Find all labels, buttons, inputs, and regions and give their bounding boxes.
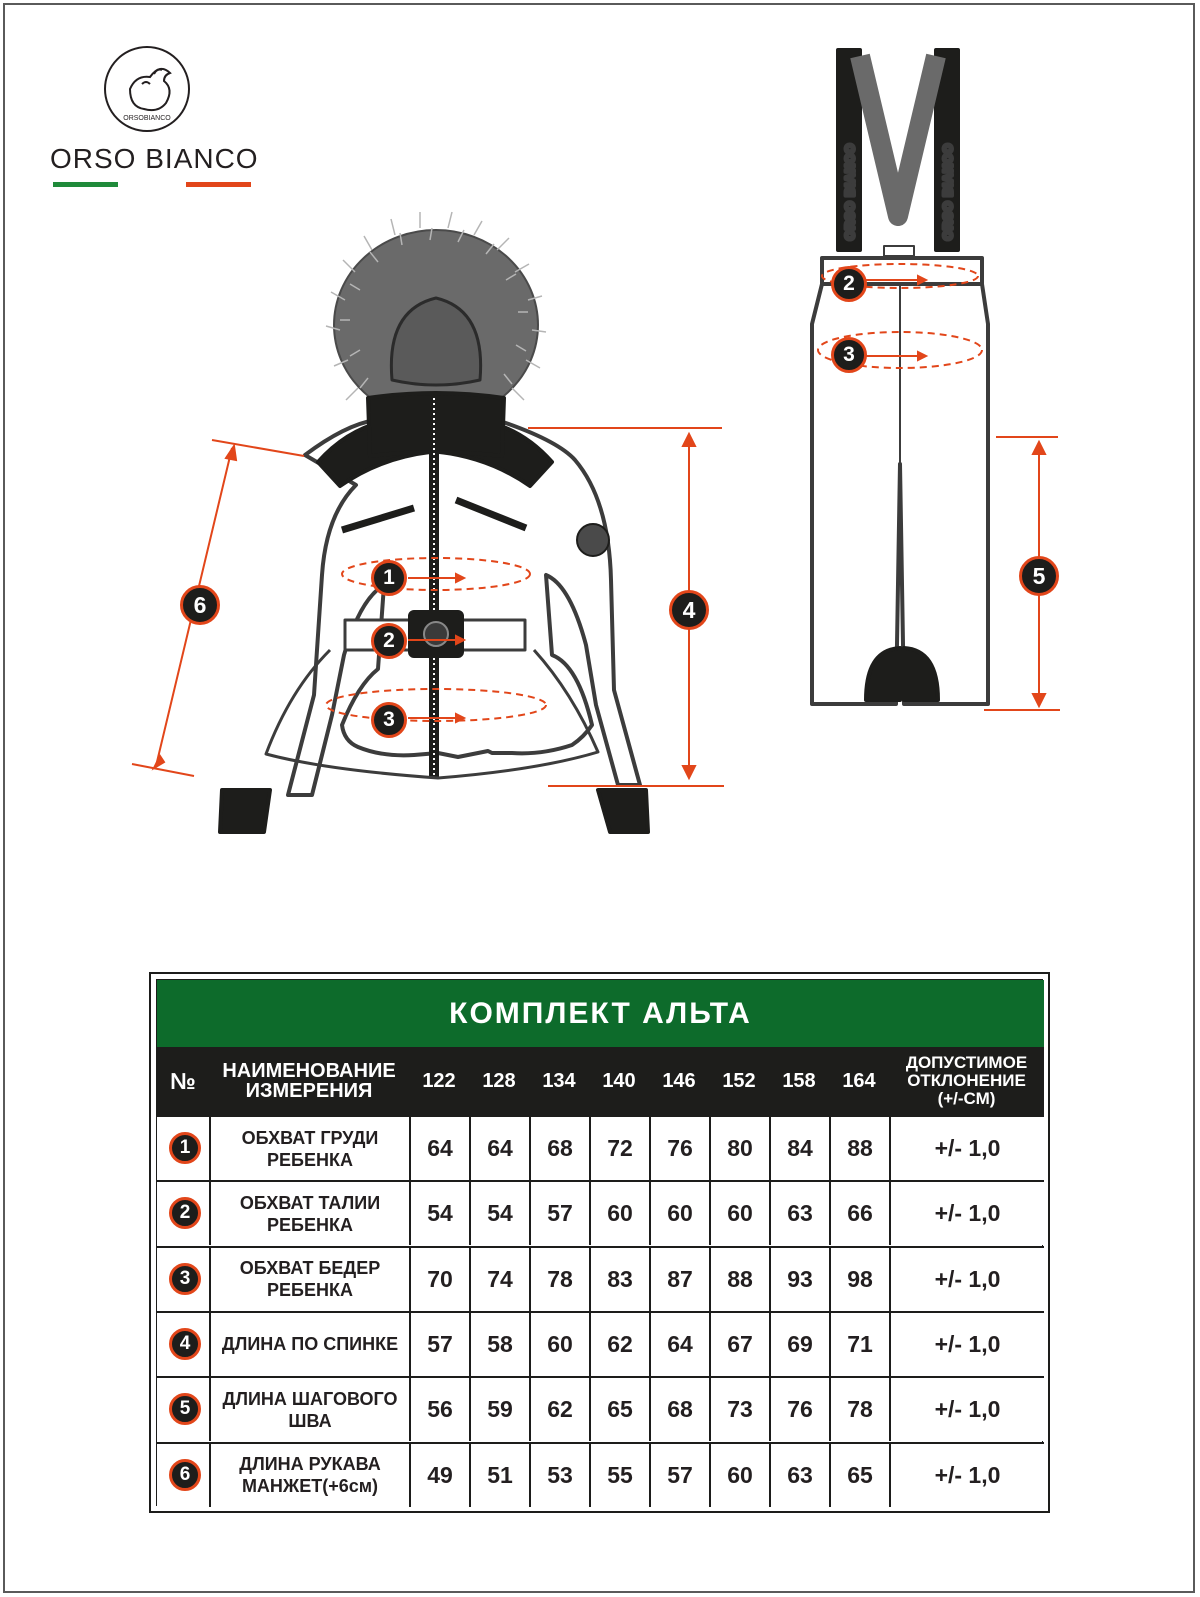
size-value-cell: 57 [547, 1200, 573, 1227]
size-value-cell: 98 [847, 1265, 873, 1292]
size-value-cell: 83 [607, 1265, 633, 1292]
marker-jacket-2: 2 [371, 623, 407, 659]
size-value-cell: 53 [547, 1461, 573, 1488]
size-value-cell: 87 [667, 1265, 693, 1292]
marker-jacket-3: 3 [371, 702, 407, 738]
size-value-cell: 58 [487, 1330, 513, 1357]
header-size-140: 140 [602, 1069, 636, 1092]
size-value-cell: 63 [787, 1200, 813, 1227]
size-value-cell: 60 [607, 1200, 633, 1227]
size-value-cell: 65 [607, 1396, 633, 1423]
size-value-cell: 80 [727, 1135, 753, 1161]
measurement-name [211, 1248, 409, 1311]
size-value-cell: 88 [847, 1135, 873, 1161]
size-value-cell: 69 [787, 1330, 813, 1357]
table-row [157, 1115, 1044, 1180]
measurement-name [211, 1117, 409, 1180]
measurement-name [211, 1313, 409, 1376]
tolerance-cell: +/- 1,0 [934, 1200, 1001, 1227]
table-title: КОМПЛЕКТ АЛЬТА [157, 980, 1044, 1047]
header-size-146: 146 [662, 1069, 696, 1092]
size-value-cell: 71 [847, 1330, 873, 1357]
size-value-cell: 62 [607, 1330, 633, 1357]
table-header-row [157, 1047, 1044, 1115]
size-value-cell: 72 [607, 1135, 633, 1161]
header-size-158: 158 [782, 1069, 816, 1092]
size-value-cell: 74 [487, 1265, 513, 1292]
size-value-cell: 49 [427, 1461, 453, 1488]
header-name-line1: НАИМЕНОВАНИЕ [222, 1060, 396, 1082]
size-value-cell: 64 [667, 1330, 693, 1357]
row-number-marker: 6 [169, 1459, 201, 1491]
header-tol-line1: ДОПУСТИМОЕ [905, 1053, 1028, 1072]
table-row [157, 1180, 1044, 1245]
size-value-cell: 63 [787, 1461, 813, 1488]
size-table-inner [156, 979, 1043, 1506]
marker-jacket-4: 4 [669, 590, 709, 630]
size-value-cell: 54 [487, 1200, 513, 1227]
brand-name: ORSO BIANCO [50, 143, 259, 174]
size-value-cell: 60 [667, 1200, 693, 1227]
size-value-cell: 76 [667, 1135, 693, 1161]
size-value-cell: 60 [727, 1200, 753, 1227]
table-row [157, 1311, 1044, 1376]
measurement-name-line2: РЕБЕНКА [267, 1280, 353, 1301]
suspenders [838, 50, 958, 256]
size-value-cell: 64 [427, 1135, 453, 1161]
size-value-cell: 78 [547, 1265, 573, 1292]
header-size-152: 152 [722, 1069, 756, 1092]
header-size-128: 128 [482, 1069, 516, 1092]
svg-text:ORSO BIANCO: ORSO BIANCO [941, 142, 955, 240]
header-num: № [170, 1067, 196, 1094]
measurement-name-line1: ОБХВАТ ТАЛИИ [239, 1192, 381, 1213]
measurement-name-line2: РЕБЕНКА [267, 1214, 353, 1235]
measurement-name [211, 1444, 409, 1507]
size-value-cell: 70 [427, 1265, 453, 1292]
svg-text:ORSO BIANCO: ORSO BIANCO [843, 142, 857, 240]
size-value-cell: 66 [847, 1200, 873, 1227]
header-tol-line2: ОТКЛОНЕНИЕ [907, 1071, 1026, 1090]
size-value-cell: 65 [847, 1461, 873, 1488]
size-value-cell: 73 [727, 1396, 753, 1423]
size-value-cell: 59 [487, 1396, 513, 1423]
marker-jacket-1: 1 [371, 560, 407, 596]
size-value-cell: 60 [727, 1461, 753, 1488]
row-number-marker: 1 [169, 1132, 201, 1164]
table-row [157, 1376, 1044, 1441]
pants-drawing [812, 50, 988, 704]
table-row [157, 1442, 1044, 1507]
size-value-cell: 76 [787, 1396, 813, 1423]
size-value-cell: 60 [547, 1330, 573, 1357]
row-number-marker: 4 [169, 1328, 201, 1360]
header-name [209, 1047, 409, 1115]
marker-pants-2: 2 [831, 266, 867, 302]
measurement-name-line1: ДЛИНА РУКАВА [239, 1454, 381, 1474]
tolerance-cell: +/- 1,0 [934, 1265, 1001, 1292]
measurement-name-line1: ДЛИНА ШАГОВОГО [222, 1388, 398, 1409]
size-value-cell: 88 [727, 1265, 753, 1292]
jacket-drawing [220, 212, 648, 832]
measurement-name [211, 1182, 409, 1245]
size-value-cell: 54 [427, 1200, 453, 1227]
fur-hood-icon [326, 212, 546, 420]
measurement-name-line2: МАНЖЕТ(+6см) [241, 1476, 379, 1496]
size-value-cell: 55 [607, 1461, 633, 1488]
header-tol-line3: (+/-СМ) [937, 1089, 996, 1108]
measurement-name-line1: ДЛИНА ПО СПИНКЕ [221, 1334, 399, 1355]
size-value-cell: 93 [787, 1265, 813, 1292]
header-tolerance [889, 1047, 1044, 1115]
svg-text:ORSOBIANCO: ORSOBIANCO [123, 115, 171, 122]
marker-pants-5: 5 [1019, 556, 1059, 596]
size-value-cell: 84 [787, 1135, 813, 1161]
marker-pants-3: 3 [831, 337, 867, 373]
header-size-122: 122 [422, 1069, 456, 1092]
header-size-164: 164 [842, 1069, 876, 1092]
size-value-cell: 51 [487, 1461, 513, 1488]
size-value-cell: 67 [727, 1330, 753, 1357]
size-value-cell: 56 [427, 1396, 453, 1423]
row-number-marker: 2 [169, 1197, 201, 1229]
size-value-cell: 78 [847, 1396, 873, 1423]
size-value-cell: 68 [667, 1396, 693, 1423]
measurement-name-line1: ОБХВАТ ГРУДИ [241, 1127, 379, 1148]
size-value-cell: 57 [427, 1330, 453, 1357]
size-value-cell: 57 [667, 1461, 693, 1488]
size-value-cell: 64 [487, 1135, 513, 1161]
tolerance-cell: +/- 1,0 [934, 1396, 1001, 1423]
row-number-marker: 5 [169, 1393, 201, 1425]
measurement-name-line2: РЕБЕНКА [267, 1149, 353, 1170]
size-value-cell: 62 [547, 1396, 573, 1423]
tolerance-cell: +/- 1,0 [934, 1330, 1001, 1357]
tolerance-cell: +/- 1,0 [934, 1461, 1001, 1488]
size-value-cell: 68 [547, 1135, 573, 1161]
measurement-name [211, 1378, 409, 1441]
marker-jacket-6: 6 [180, 585, 220, 625]
row-number-marker: 3 [169, 1263, 201, 1295]
header-size-134: 134 [542, 1069, 576, 1092]
table-row [157, 1246, 1044, 1311]
measurement-name-line1: ОБХВАТ БЕДЕР [239, 1258, 381, 1279]
measurement-name-line2: ШВА [288, 1410, 332, 1431]
size-table [149, 972, 1050, 1513]
header-name-line2: ИЗМЕРЕНИЯ [245, 1080, 373, 1102]
tolerance-cell: +/- 1,0 [934, 1135, 1001, 1161]
